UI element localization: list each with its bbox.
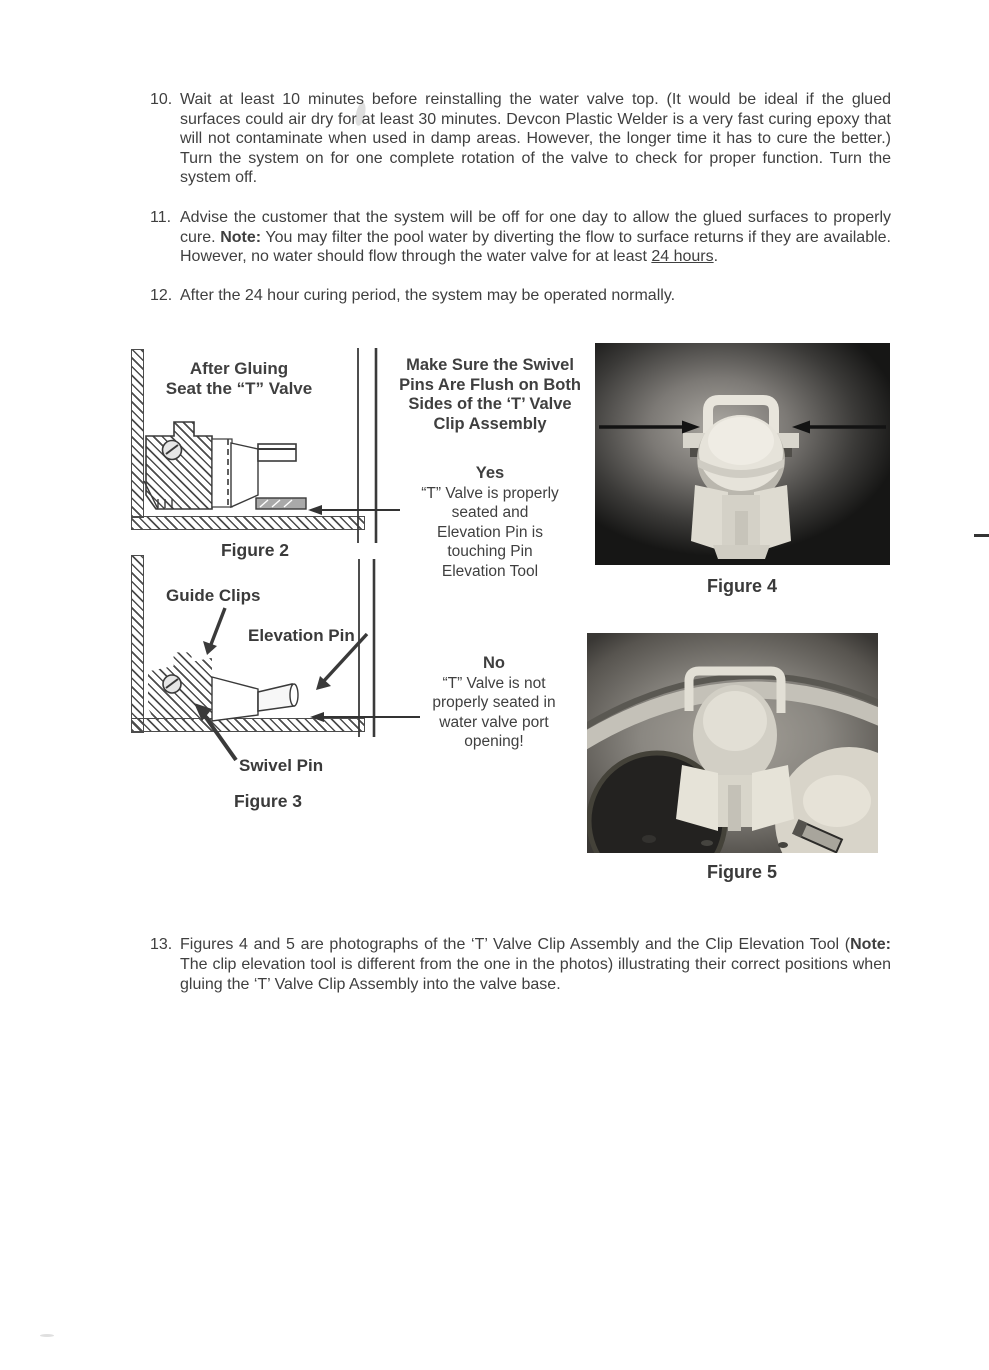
figure5-photo-content — [587, 633, 878, 853]
figure3-pointer-line — [324, 716, 420, 718]
note-line: Make Sure the Swivel — [406, 356, 574, 375]
note-label: Note: — [850, 936, 891, 954]
scan-artifact-bottom — [40, 1334, 54, 1337]
yes-line: “T” Valve is properly — [421, 484, 559, 502]
swivel-pins-note — [388, 356, 592, 434]
step-10 — [150, 90, 891, 188]
figure2-caption: Figure 2 — [220, 540, 290, 561]
figure4-arrow-edge-dash — [974, 534, 989, 537]
yes-annotation — [400, 464, 580, 581]
no-line: properly seated in — [432, 694, 556, 712]
step-text — [180, 936, 891, 992]
step-text — [180, 209, 891, 265]
no-line: opening! — [464, 733, 524, 751]
yes-line: Elevation Tool — [441, 562, 539, 580]
figures-section — [128, 343, 928, 891]
no-annotation — [414, 654, 574, 752]
figure2-heading-line: Seat the “T” Valve — [165, 378, 313, 398]
page-body — [150, 90, 891, 305]
underlined-text: 24 hours — [651, 248, 714, 266]
step-text-part: The clip elevation tool is different from the one in the photos) illustrating their correct positions when gluing the ‘T’ Valve Clip Assembly into the valve base. — [180, 955, 891, 993]
elevation-pin-label: Elevation Pin — [248, 626, 355, 646]
step-text-part: Advise the customer that the system will be off for one day to allow the glued surfaces to properly cure. — [180, 208, 891, 246]
yes-line: Elevation Pin is — [437, 523, 543, 541]
note-line: Sides of the ‘T’ Valve — [408, 395, 572, 414]
step-13 — [150, 935, 891, 994]
note-line: Pins Are Flush on Both — [399, 375, 581, 394]
step-text-part: Figures 4 and 5 are photographs of the ‘T’ Valve Clip Assembly and the Clip Elevation Tool ( — [180, 936, 851, 954]
figure3-diagram — [128, 553, 428, 793]
figure5-photo — [587, 633, 878, 853]
step-text: After the 24 hour curing period, the system may be operated normally. — [180, 286, 676, 304]
step-number: 13. — [150, 936, 173, 954]
yes-line: seated and — [451, 504, 529, 522]
step-number: 12. — [150, 286, 173, 304]
step-text-part: . — [713, 248, 719, 266]
note-label: Note: — [220, 228, 262, 246]
step-11 — [150, 208, 891, 267]
figure5-caption: Figure 5 — [706, 862, 777, 883]
no-line: water valve port — [439, 713, 549, 731]
figure3-pointer-arrowhead-icon — [310, 712, 324, 722]
figure2-pointer-arrowhead-icon — [308, 505, 322, 515]
step-number: 10. — [150, 91, 173, 108]
step-text: Wait at least 10 minutes before reinstalling the water valve top. (It would be ideal if the glued surfaces could air dry for at least 30 minutes. Devcon Plastic Welder is a very fast curing epoxy that will not contaminate when used in damp areas. However, the longer time it has to cure the better.) Turn the system on for one complete rotation of the valve to check for proper function. Turn the system off. — [180, 91, 891, 187]
no-line: “T” Valve is not — [442, 674, 546, 692]
no-label: No — [483, 654, 505, 673]
step-number: 11. — [150, 208, 172, 226]
step-12 — [150, 286, 891, 306]
yes-line: touching Pin — [447, 543, 533, 561]
yes-label: Yes — [475, 464, 505, 483]
figure2-pointer-line — [322, 509, 400, 511]
step-text-part: You may filter the pool water by diverting the flow to surface returns if they are available. However, no water should flow through the water valve for at least — [180, 228, 891, 266]
figure3-caption: Figure 3 — [233, 791, 303, 812]
figure2-heading-line: After Gluing — [189, 359, 289, 379]
figure4-caption: Figure 4 — [706, 576, 777, 597]
swivel-pin-label: Swivel Pin — [239, 756, 324, 776]
note-line: Clip Assembly — [433, 414, 547, 433]
figure4-photo — [595, 343, 890, 565]
figure2-diagram — [128, 343, 428, 548]
guide-clips-label: Guide Clips — [166, 586, 261, 606]
figure4-photo-content — [595, 343, 890, 565]
